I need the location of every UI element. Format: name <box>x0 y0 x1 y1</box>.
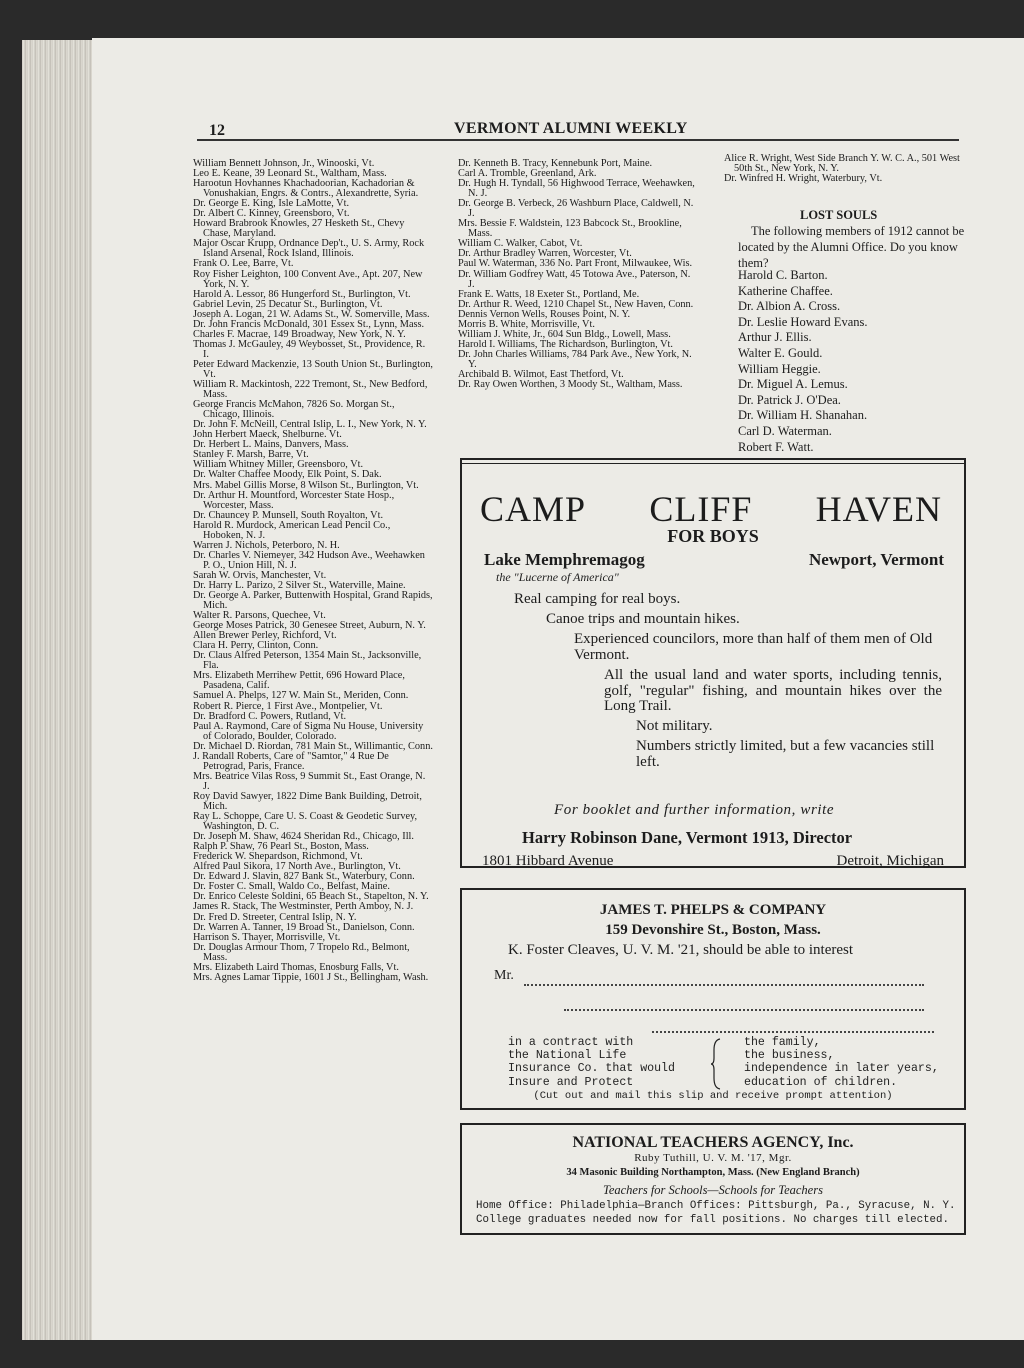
alumni-entry: Dr. Charles V. Niemeyer, 342 Hudson Ave., Weehawken P. O., Union Hill, N. J. <box>193 549 425 571</box>
page-number: 12 <box>209 122 225 139</box>
alumni-entry: Joseph A. Logan, 21 W. Adams St., W. Somerville, Mass. <box>193 308 430 320</box>
phelps-interest-line: K. Foster Cleaves, U. V. M. '21, should be able to interest <box>508 942 854 958</box>
alumni-entry: Dr. George B. Verbeck, 26 Washburn Place, Caldwell, N. J. <box>458 198 694 220</box>
alumni-entry: Dr. Claus Alfred Peterson, 1354 Main St., Jacksonville, Fla. <box>193 650 422 672</box>
alumni-entry: Frank E. Watts, 18 Exeter St., Portland, Me. <box>458 288 640 300</box>
contract-left-line: Insurance Co. that would <box>508 1062 675 1076</box>
contract-text-right <box>744 1036 939 1089</box>
alumni-entry: Dr. Fred D. Streeter, Central Islip, N. Y. <box>193 911 357 923</box>
contract-right-line: the family, <box>744 1036 821 1049</box>
alumni-entry: William Bennett Johnson, Jr., Winooski, Vt. <box>193 158 375 169</box>
alumni-entry: George Francis McMahon, 7826 So. Morgan St., Chicago, Illinois. <box>193 399 395 421</box>
alumni-entry: Dr. Arthur R. Weed, 1210 Chapel St., New Haven, Conn. <box>458 298 694 310</box>
lost-soul-name: Dr. Patrick J. O'Dea. <box>738 392 841 407</box>
alumni-entry: John Herbert Maeck, Shelburne. Vt. <box>193 429 342 441</box>
alumni-entry: Paul A. Raymond, Care of Sigma Nu House, University of Colorado, Boulder, Colorado. <box>193 720 424 742</box>
alumni-entry: Frank O. Lee, Barre, Vt. <box>193 258 294 270</box>
phelps-mr-label: Mr. <box>494 968 514 983</box>
camp-ad-lake: Lake Memphremagog <box>484 550 645 569</box>
alumni-entry: William J. White, Jr., 604 Sun Bldg., Lowell, Mass. <box>458 328 671 340</box>
camp-title-word: CAMP <box>480 489 587 529</box>
phelps-street: 159 Devonshire St., Boston, Mass. <box>605 922 821 938</box>
alumni-entry: Allen Brewer Perley, Richford, Vt. <box>193 630 337 642</box>
alumni-entry: Thomas J. McGauley, 49 Weybosset, St., Providence, R. I. <box>193 338 426 360</box>
alumni-list-column-3 <box>724 154 966 184</box>
alumni-entry: Dennis Vernon Wells, Rouses Point, N. Y. <box>458 308 631 320</box>
alumni-entry: Dr. Enrico Celeste Soldini, 65 Beach St., Stapelton, N. Y. <box>193 891 429 903</box>
brace-icon <box>710 1038 724 1090</box>
alumni-entry: Dr. Hugh H. Tyndall, 56 Highwood Terrace, Weehawken, N. J. <box>458 178 695 200</box>
contract-left-line: in a contract with <box>508 1036 634 1049</box>
contract-text-left <box>508 1036 675 1089</box>
contract-left-line: the National Life <box>508 1049 627 1063</box>
alumni-entry: Dr. Douglas Armour Thom, 7 Tropelo Rd., Belmont, Mass. <box>193 941 410 963</box>
national-teachers-agency-ad <box>460 1123 966 1235</box>
lost-soul-name: William Heggie. <box>738 361 821 376</box>
alumni-entry: William R. Mackintosh, 222 Tremont, St., New Bedford, Mass. <box>193 379 428 401</box>
alumni-entry: Harold I. Williams, The Richardson, Burlington, Vt. <box>458 338 673 350</box>
lost-soul-name: Dr. Miguel A. Lemus. <box>738 377 848 392</box>
alumni-entry: Dr. Herbert L. Mains, Danvers, Mass. <box>193 439 349 451</box>
alumni-entry: Dr. Ray Owen Worthen, 3 Moody St., Waltham, Mass. <box>458 379 683 391</box>
lost-soul-name: Harold C. Barton. <box>738 268 828 282</box>
alumni-entry: Dr. Arthur H. Mountford, Worcester State Hosp., Worcester, Mass. <box>193 489 395 511</box>
alumni-entry: William C. Walker, Cabot, Vt. <box>458 238 583 250</box>
alumni-entry: Major Oscar Krupp, Ordnance Dep't., U. S. Army, Rock Island Arsenal, Rock Island, Illinois. <box>193 238 425 260</box>
alumni-entry: Dr. Foster C. Small, Waldo Co., Belfast, Maine. <box>193 881 390 893</box>
alumni-entry: Warren J. Nichols, Peterboro, N. H. <box>193 539 340 551</box>
alumni-entry: Dr. John Charles Williams, 784 Park Ave., New York, N. Y. <box>458 348 692 370</box>
alumni-list-column-2 <box>458 159 696 390</box>
camp-ad-city: Detroit, Michigan <box>836 853 944 869</box>
alumni-entry: Dr. George A. Parker, Buttenwith Hospital, Grand Rapids, Mich. <box>193 590 433 612</box>
alumni-entry: Harold A. Lessor, 86 Hungerford St., Burlington, Vt. <box>193 288 411 300</box>
nta-offices: Home Office: Philadelphia—Branch Offices: Pittsburgh, Pa., Syracuse, N. Y. <box>476 1200 956 1212</box>
alumni-entry: Carl A. Tromble, Greenland, Ark. <box>458 168 597 180</box>
alumni-entry: Clara H. Perry, Clinton, Conn. <box>193 640 319 652</box>
alumni-entry: Mrs. Agnes Lamar Tippie, 1601 J St., Bellingham, Wash. <box>193 971 429 983</box>
lost-soul-name: Carl D. Waterman. <box>738 423 832 438</box>
contract-right-line: independence in later years, <box>744 1062 939 1076</box>
lost-soul-name: Robert F. Watt. <box>738 439 814 454</box>
alumni-entry: Dr. George E. King, Isle LaMotte, Vt. <box>193 198 350 210</box>
camp-ad-title <box>480 488 942 530</box>
alumni-entry: Dr. John F. McNeill, Central Islip, L. I., New York, N. Y. <box>193 419 427 431</box>
camp-ad-line: Not military. <box>636 718 713 734</box>
lost-souls-intro: The following members of 1912 cannot be located by the Alumni Office. Do you know them? <box>738 224 965 271</box>
camp-ad-line: Numbers strictly limited, but a few vacancies still left. <box>636 738 935 770</box>
alumni-entry: Dr. Michael D. Riordan, 781 Main St., Willimantic, Conn. <box>193 740 433 752</box>
alumni-entry: George Moses Patrick, 30 Genesee Street, Auburn, N. Y. <box>193 620 426 632</box>
alumni-entry: Dr. Albert C. Kinney, Greensboro, Vt. <box>193 208 350 220</box>
camp-title-word: HAVEN <box>815 489 942 529</box>
alumni-entry: Ray L. Schoppe, Care U. S. Coast & Geodetic Survey, Washington, D. C. <box>193 811 418 833</box>
alumni-entry: Peter Edward Mackenzie, 13 South Union St., Burlington, Vt. <box>193 358 433 380</box>
camp-cliff-haven-ad <box>460 458 966 868</box>
camp-ad-subtitle: FOR BOYS <box>667 526 759 546</box>
alumni-entry: Samuel A. Phelps, 127 W. Main St., Meriden, Conn. <box>193 690 409 702</box>
city-blank-line[interactable] <box>652 1030 934 1033</box>
alumni-entry: Alfred Paul Sikora, 17 North Ave., Burlington, Vt. <box>193 861 401 873</box>
alumni-entry: J. Randall Roberts, Care of "Samtor," 4 Rue De Petrograd, Paris, France. <box>193 750 389 772</box>
journal-page <box>92 38 1024 1340</box>
alumni-entry: Archibald B. Wilmot, East Thetford, Vt. <box>458 368 624 380</box>
nta-college-note: College graduates needed now for fall positions. No charges till elected. <box>476 1214 949 1226</box>
lost-souls-list <box>738 268 867 455</box>
alumni-entry: Ralph P. Shaw, 76 Pearl St., Boston, Mass. <box>193 841 369 853</box>
lost-soul-name: Dr. William H. Shanahan. <box>738 408 868 423</box>
alumni-entry: Morris B. White, Morrisville, Vt. <box>458 318 595 330</box>
camp-ad-line: Experienced councilors, more than half of them men of Old Vermont. <box>574 631 933 663</box>
header-rule <box>197 139 959 141</box>
nta-building: 34 Masonic Building Northampton, Mass. (New England Branch) <box>566 1167 860 1178</box>
lost-soul-name: Arthur J. Ellis. <box>738 330 812 345</box>
camp-ad-director: Harry Robinson Dane, Vermont 1913, Director <box>522 828 853 847</box>
alumni-entry: Walter R. Parsons, Quechee, Vt. <box>193 610 326 622</box>
alumni-entry: James R. Stack, The Westminster, Perth Amboy, N. J. <box>193 901 414 913</box>
lost-soul-name: Walter E. Gould. <box>738 345 823 360</box>
alumni-entry: Mrs. Beatrice Vilas Ross, 9 Summit St., East Orange, N. J. <box>193 770 426 792</box>
address-blank-line[interactable] <box>564 1008 924 1011</box>
lost-soul-name: Dr. Albion A. Cross. <box>738 299 841 314</box>
contract-right-line: the business, <box>744 1049 835 1063</box>
alumni-entry: Dr. Harry L. Parizo, 2 Silver St., Waterville, Maine. <box>193 579 406 591</box>
nta-slogan: Teachers for Schools—Schools for Teachers <box>603 1183 823 1197</box>
camp-ad-line: Real camping for real boys. <box>514 591 681 607</box>
alumni-entry: Dr. Joseph M. Shaw, 4624 Sheridan Rd., Chicago, Ill. <box>193 831 414 843</box>
alumni-entry: Dr. Edward J. Slavin, 827 Bank St., Waterbury, Conn. <box>193 871 415 883</box>
alumni-entry: Gabriel Levin, 25 Decatur St., Burlington, Vt. <box>193 298 383 310</box>
alumni-entry: Sarah W. Orvis, Manchester, Vt. <box>193 569 327 581</box>
alumni-entry: Roy Fisher Leighton, 100 Convent Ave., Apt. 207, New York, N. Y. <box>193 268 423 290</box>
camp-ad-line: Canoe trips and mountain hikes. <box>546 611 740 627</box>
alumni-entry: Roy David Sawyer, 1822 Dime Bank Building, Detroit, Mich. <box>193 790 422 812</box>
alumni-list-column-1 <box>193 159 433 983</box>
alumni-entry: Mrs. Elizabeth Merrihew Pettit, 696 Howard Place, Pasadena, Calif. <box>193 670 405 692</box>
alumni-entry: Frederick W. Shepardson, Richmond, Vt. <box>193 851 363 863</box>
name-blank-line[interactable] <box>524 983 924 986</box>
alumni-entry: Alice R. Wright, West Side Branch Y. W. C. A., 501 West 50th St., New York, N. Y. <box>724 153 960 175</box>
alumni-entry: Dr. Winfred H. Wright, Waterbury, Vt. <box>724 173 883 185</box>
lost-souls-title: LOST SOULS <box>800 208 878 222</box>
journal-title: VERMONT ALUMNI WEEKLY <box>454 120 688 137</box>
alumni-entry: Mrs. Elizabeth Laird Thomas, Enosburg Falls, Vt. <box>193 961 399 973</box>
camp-ad-address: 1801 Hibbard Avenue <box>482 853 614 869</box>
book-page-edges <box>22 40 102 1340</box>
alumni-entry: Harold R. Murdock, American Lead Pencil Co., Hoboken, N. J. <box>193 519 391 541</box>
phelps-company: JAMES T. PHELPS & COMPANY <box>599 902 827 918</box>
alumni-entry: Robert R. Pierce, 1 First Ave., Montpelier, Vt. <box>193 700 383 712</box>
camp-ad-booklet: For booklet and further information, write <box>554 802 835 818</box>
phelps-insurance-ad <box>460 888 966 1110</box>
camp-ad-lucerne: the "Lucerne of America" <box>496 570 619 584</box>
alumni-entry: Dr. Arthur Bradley Warren, Worcester, Vt. <box>458 248 632 260</box>
alumni-entry: Charles F. Macrae, 149 Broadway, New York, N. Y. <box>193 328 406 340</box>
alumni-entry: Dr. John Francis McDonald, 301 Essex St., Lynn, Mass. <box>193 318 425 330</box>
alumni-entry: Dr. Warren A. Tanner, 19 Broad St., Danielson, Conn. <box>193 921 415 933</box>
camp-title-word: CLIFF <box>649 489 753 529</box>
alumni-entry: Dr. Chauncey P. Munsell, South Royalton, Vt. <box>193 509 384 521</box>
camp-ad-location: Newport, Vermont <box>808 550 944 569</box>
lost-soul-name: Katherine Chaffee. <box>738 283 833 298</box>
contract-right-line: education of children. <box>744 1075 898 1089</box>
alumni-entry: Leo E. Keane, 39 Leonard St., Waltham, Mass. <box>193 168 387 180</box>
nta-manager: Ruby Tuthill, U. V. M. '17, Mgr. <box>634 1152 792 1164</box>
alumni-entry: Howard Brabrook Knowles, 27 Hesketh St., Chevy Chase, Maryland. <box>193 218 405 240</box>
alumni-entry: Dr. Walter Chaffee Moody, Elk Point, S. Dak. <box>193 469 382 481</box>
nta-title: NATIONAL TEACHERS AGENCY, Inc. <box>572 1134 854 1151</box>
alumni-entry: Dr. Kenneth B. Tracy, Kennebunk Port, Maine. <box>458 158 653 169</box>
phelps-mail-note: (Cut out and mail this slip and receive prompt attention) <box>533 1090 893 1102</box>
alumni-entry: Harootun Hovhannes Khachadoorian, Kachadorian & Vonushakian, Engrs. & Contrs., Alexandrette, Syria. <box>193 178 419 200</box>
alumni-entry: Mrs. Mabel Gillis Morse, 8 Wilson St., Burlington, Vt. <box>193 479 419 491</box>
alumni-entry: Harrison S. Thayer, Morrisville, Vt. <box>193 931 341 943</box>
alumni-entry: Dr. William Godfrey Watt, 45 Totowa Ave., Paterson, N. J. <box>458 268 691 290</box>
lost-soul-name: Dr. Leslie Howard Evans. <box>738 314 868 329</box>
alumni-entry: Paul W. Waterman, 336 No. Part Front, Milwaukee, Wis. <box>458 258 693 270</box>
contract-left-line: Insure and Protect <box>508 1075 634 1089</box>
camp-ad-line: All the usual land and water sports, including tennis, golf, "regular" fishing, and mountain hikes over the Long Trail. <box>604 667 942 715</box>
alumni-entry: William Whitney Miller, Greensboro, Vt. <box>193 459 364 471</box>
alumni-entry: Stanley F. Marsh, Barre, Vt. <box>193 449 309 461</box>
alumni-entry: Dr. Bradford C. Powers, Rutland, Vt. <box>193 710 347 722</box>
alumni-entry: Mrs. Bessie F. Waldstein, 123 Babcock St., Brookline, Mass. <box>458 218 682 240</box>
